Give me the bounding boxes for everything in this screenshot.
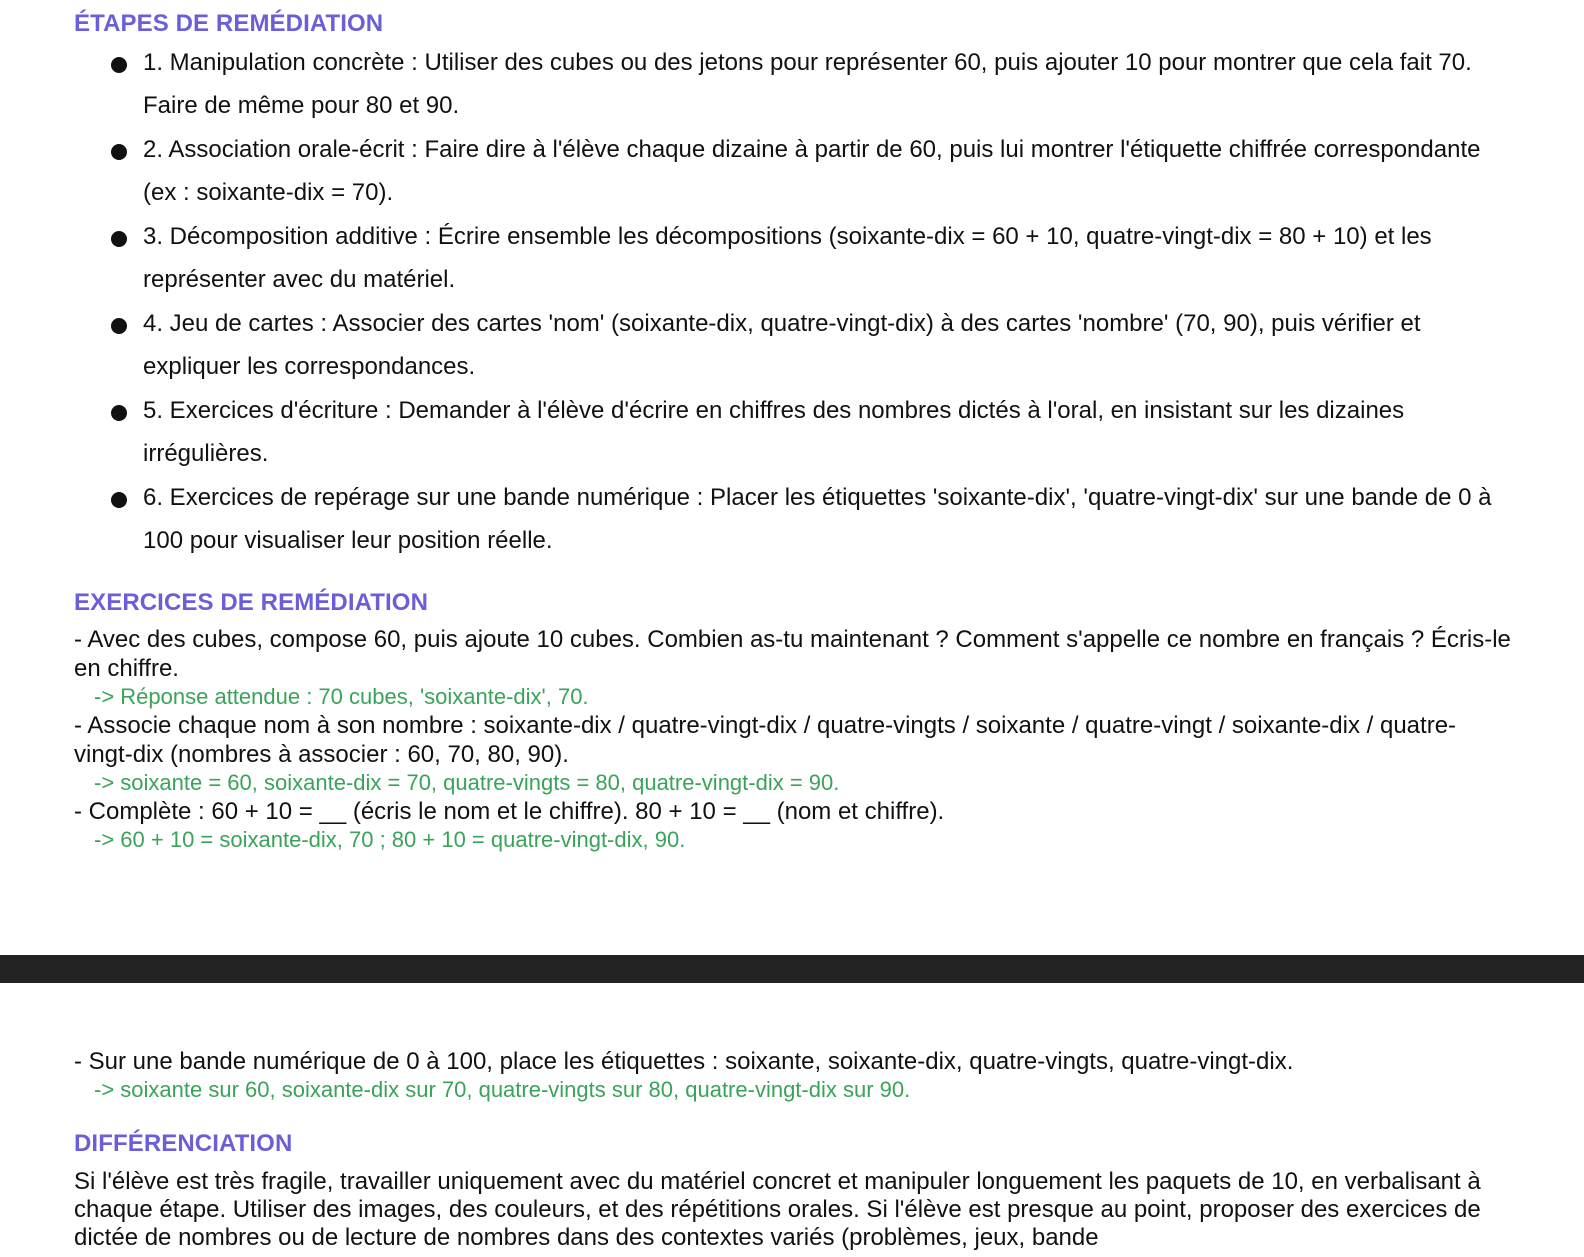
step-text: 2. Association orale-écrit : Faire dire à l'élève chaque dizaine à partir de 60, puis lui montrer l'étiquette chiffrée correspondante (ex : soixante-dix = 70).: [143, 136, 1481, 206]
exercise-answer: -> Réponse attendue : 70 cubes, 'soixante-dix', 70.: [94, 684, 589, 709]
exercise-list: [74, 625, 1514, 854]
bullet-icon: [111, 57, 127, 73]
bullet-icon: [111, 492, 127, 508]
page-break-divider: [0, 955, 1584, 983]
step-text: 1. Manipulation concrète : Utiliser des cubes ou des jetons pour représenter 60, puis ajouter 10 pour montrer que cela fait 70. Faire de même pour 80 et 90.: [143, 49, 1472, 119]
list-item: [74, 215, 1514, 301]
exercise-question: - Sur une bande numérique de 0 à 100, place les étiquettes : soixante, soixante-dix, quatre-vingts, quatre-vingt-dix.: [74, 1048, 1294, 1075]
bullet-icon: [111, 318, 127, 334]
differenciation-text: Si l'élève est très fragile, travailler uniquement avec du matériel concret et manipuler longuement les paquets de 10, en verbalisant à chaque étape. Utiliser des images, des couleurs, et des répétitions orales. Si l'élève est presque au point, proposer des exercices de dictée de nombres ou de lecture de nombres dans des contextes variés (problèmes, jeux, bande: [74, 1168, 1481, 1251]
section-title-exercices: EXERCICES DE REMÉDIATION: [74, 589, 428, 616]
exercise-answer: -> soixante = 60, soixante-dix = 70, quatre-vingts = 80, quatre-vingt-dix = 90.: [94, 770, 840, 795]
exercise-answer: -> 60 + 10 = soixante-dix, 70 ; 80 + 10 = quatre-vingt-dix, 90.: [94, 827, 686, 852]
section-title-differenciation: DIFFÉRENCIATION: [74, 1130, 293, 1157]
exercise-question: - Avec des cubes, compose 60, puis ajoute 10 cubes. Combien as-tu maintenant ? Comment s'appelle ce nombre en français ? Écris-le en chiffre.: [74, 626, 1511, 682]
document-page-bottom: [0, 983, 1584, 1257]
remediation-steps-section: [74, 10, 1514, 563]
list-item: [74, 476, 1514, 562]
step-text: 4. Jeu de cartes : Associer des cartes 'nom' (soixante-dix, quatre-vingt-dix) à des cartes 'nombre' (70, 90), puis vérifier et expliquer les correspondances.: [143, 310, 1421, 380]
list-item: [74, 389, 1514, 475]
bullet-icon: [111, 144, 127, 160]
step-text: 3. Décomposition additive : Écrire ensemble les décompositions (soixante-dix = 60 + 10, quatre-vingt-dix = 80 + 10) et les représenter avec du matériel.: [143, 223, 1432, 293]
exercise-question: - Associe chaque nom à son nombre : soixante-dix / quatre-vingt-dix / quatre-vingts / soixante / quatre-vingt / soixante-dix / quatre-vingt-dix (nombres à associer : 60, 70, 80, 90).: [74, 712, 1457, 768]
differenciation-section: [74, 1130, 1514, 1252]
section-title-etapes: ÉTAPES DE REMÉDIATION: [74, 10, 384, 37]
exercises-continued: [74, 1047, 1514, 1104]
list-item: [74, 128, 1514, 214]
list-item: [74, 302, 1514, 388]
list-item: [74, 41, 1514, 127]
bullet-icon: [111, 405, 127, 421]
step-text: 5. Exercices d'écriture : Demander à l'élève d'écrire en chiffres des nombres dictés à l'oral, en insistant sur les dizaines irrégulières.: [143, 397, 1405, 467]
step-text: 6. Exercices de repérage sur une bande numérique : Placer les étiquettes 'soixante-dix', 'quatre-vingt-dix' sur une bande de 0 à 100 pour visualiser leur position réelle.: [143, 484, 1492, 554]
bullet-icon: [111, 231, 127, 247]
exercise-answer: -> soixante sur 60, soixante-dix sur 70, quatre-vingts sur 80, quatre-vingt-dix sur 90.: [94, 1077, 911, 1102]
steps-list: [74, 41, 1514, 562]
exercise-question: - Complète : 60 + 10 = __ (écris le nom et le chiffre). 80 + 10 = __ (nom et chiffre).: [74, 798, 945, 825]
exercises-section: [74, 589, 1514, 854]
